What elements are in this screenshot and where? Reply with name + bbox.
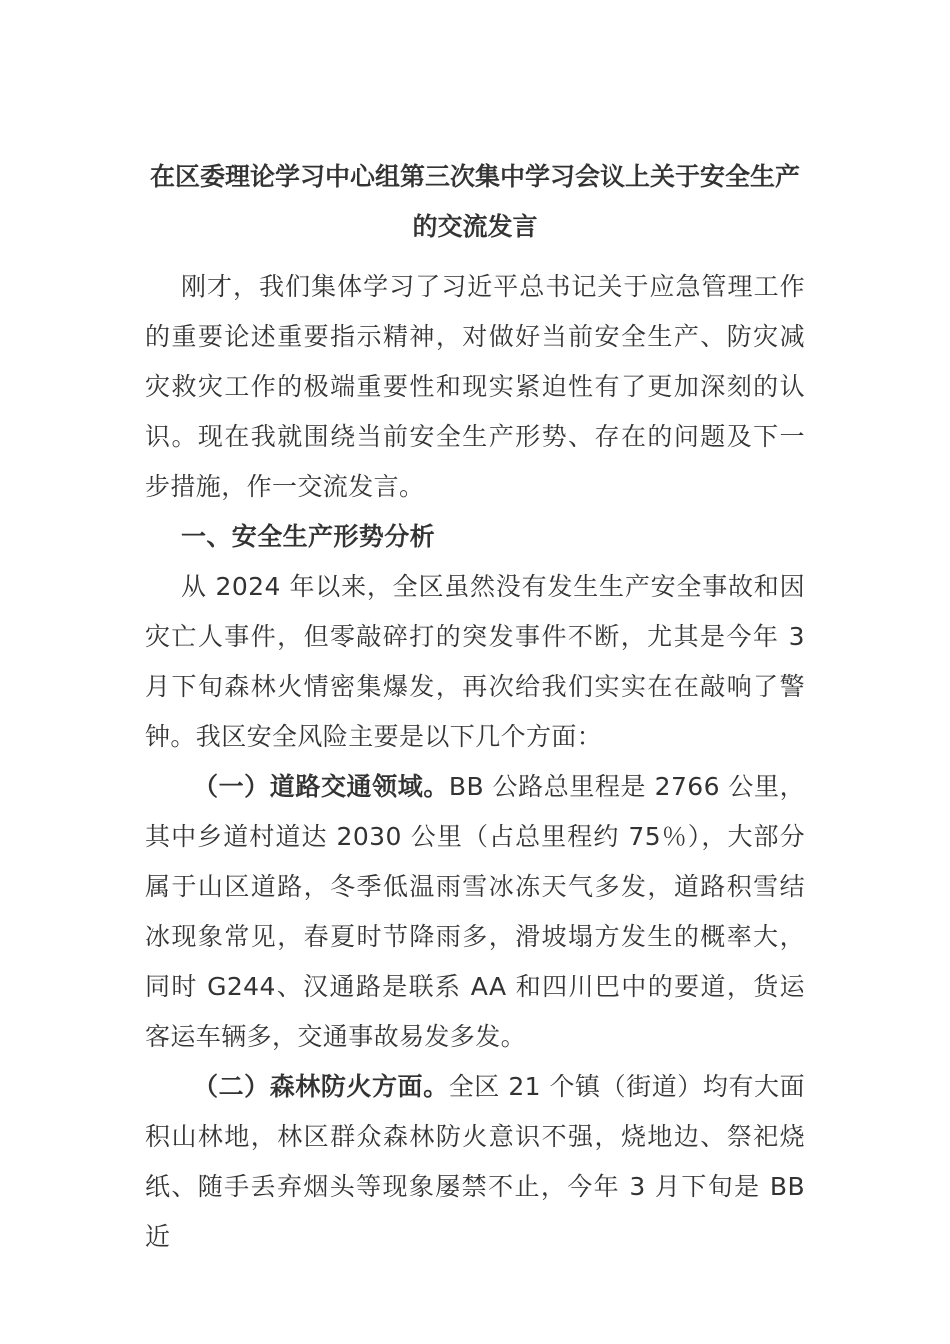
- forest-fire-text: 全区 21 个镇（街道）均有大面积山林地，林区群众森林防火意识不强，烧地边、祭祀烧纸、随手丢弃烟头等现象屡禁不止，今年 3 月下旬是 BB 近: [145, 1072, 805, 1251]
- paragraph-road-traffic: [145, 762, 805, 1062]
- paragraph-intro: 刚才，我们集体学习了习近平总书记关于应急管理工作的重要论述重要指示精神，对做好当前安全生产、防灾减灾救灾工作的极端重要性和现实紧迫性有了更加深刻的认识。现在我就围绕当前安全生产形势、存在的问题及下一步措施，作一交流发言。: [145, 272, 805, 501]
- document-body: [145, 262, 805, 1262]
- paragraph-situation: 从 2024 年以来，全区虽然没有发生生产安全事故和因灾亡人事件，但零敲碎打的突发事件不断，尤其是今年 3 月下旬森林火情密集爆发，再次给我们实实在在敲响了警钟。我区安全风险主要是以下几个方面：: [145, 572, 805, 751]
- section-heading-1: 一、安全生产形势分析: [181, 522, 436, 551]
- paragraph-forest-fire: [145, 1062, 805, 1262]
- road-traffic-lead: （一）道路交通领域。: [193, 772, 449, 801]
- forest-fire-lead: （二）森林防火方面。: [193, 1072, 449, 1101]
- road-traffic-text: BB 公路总里程是 2766 公里，其中乡道村道达 2030 公里（占总里程约 75％），大部分属于山区道路，冬季低温雨雪冰冻天气多发，道路积雪结冰现象常见，春夏时节降雨多，滑坡塌方发生的概率大，同时 G244、汉通路是联系 AA 和四川巴中的要道，货运客运车辆多，交通事故易发多发。: [145, 772, 805, 1051]
- document-title: 在区委理论学习中心组第三次集中学习会议上关于安全生产的交流发言: [149, 162, 800, 241]
